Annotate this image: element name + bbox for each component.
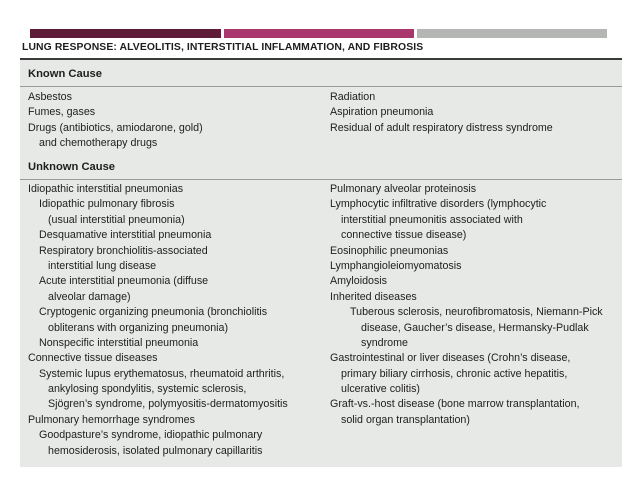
list-item: Pulmonary hemorrhage syndromes <box>28 413 195 426</box>
list-item: Acute interstitial pneumonia (diffuse <box>39 275 209 288</box>
list-item: disease, Gaucher’s disease, Hermansky-Pudlak <box>361 321 589 334</box>
list-item: Sjögren’s syndrome, polymyositis-dermatomyositis <box>48 398 288 411</box>
list-item: interstitial pneumonitis associated with <box>341 213 523 226</box>
list-item: Inherited diseases <box>330 290 417 303</box>
list-item: Fumes, gases <box>28 106 96 119</box>
header-bar-dark <box>30 29 221 38</box>
list-item: Eosinophilic pneumonias <box>330 244 449 257</box>
unknown-cause-heading: Unknown Cause <box>28 161 116 173</box>
list-item: Amyloidosis <box>330 275 388 288</box>
list-item: Residual of adult respiratory distress syndrome <box>330 121 553 134</box>
list-item: Desquamative interstitial pneumonia <box>39 229 212 242</box>
list-item: obliterans with organizing pneumonia) <box>48 321 229 334</box>
list-item: Idiopathic interstitial pneumonias <box>28 183 184 195</box>
unknown-cause-left-list <box>28 182 288 459</box>
list-item: interstitial lung disease <box>48 259 157 272</box>
list-item: Respiratory bronchiolitis-associated <box>39 244 208 257</box>
causes-table <box>20 58 622 467</box>
list-item: syndrome <box>361 336 408 349</box>
list-item: Idiopathic pulmonary fibrosis <box>39 198 175 211</box>
header-bar-magenta <box>224 29 414 38</box>
list-item: ulcerative colitis) <box>341 383 420 396</box>
list-item: Drugs (antibiotics, amiodarone, gold) <box>28 121 203 134</box>
list-item: Nonspecific interstitial pneumonia <box>39 336 199 349</box>
list-item: connective tissue disease) <box>341 229 467 242</box>
list-item: Aspiration pneumonia <box>330 106 434 119</box>
unknown-cause-divider <box>20 179 622 180</box>
known-cause-right-list <box>330 90 553 136</box>
list-item: ankylosing spondylitis, systemic sclerosis, <box>48 383 247 396</box>
list-item: and chemotherapy drugs <box>39 137 158 150</box>
table-title: LUNG RESPONSE: ALVEOLITIS, INTERSTITIAL INFLAMMATION, AND FIBROSIS <box>22 42 424 53</box>
list-item: alveolar damage) <box>48 290 131 303</box>
list-item: Radiation <box>330 91 376 103</box>
list-item: Goodpasture’s syndrome, idiopathic pulmonary <box>39 429 263 442</box>
list-item: Asbestos <box>28 91 72 103</box>
list-item: solid organ transplantation) <box>341 413 470 426</box>
list-item: Tuberous sclerosis, neurofibromatosis, Niemann-Pick <box>350 306 603 319</box>
list-item: hemosiderosis, isolated pulmonary capillaritis <box>48 444 263 457</box>
header-bar-gray <box>417 29 607 38</box>
list-item: Lymphangioleiomyomatosis <box>330 259 462 272</box>
list-item: Pulmonary alveolar proteinosis <box>330 183 477 195</box>
list-item: Graft-vs.-host disease (bone marrow transplantation, <box>330 398 580 411</box>
list-item: Connective tissue diseases <box>28 352 158 365</box>
known-cause-left-list <box>28 90 203 152</box>
list-item: Systemic lupus erythematosus, rheumatoid arthritis, <box>39 367 285 380</box>
known-cause-heading: Known Cause <box>28 68 102 80</box>
list-item: Gastrointestinal or liver diseases (Crohn’s disease, <box>330 352 571 365</box>
list-item: Lymphocytic infiltrative disorders (lymphocytic <box>330 198 547 211</box>
list-item: Cryptogenic organizing pneumonia (bronchiolitis <box>39 306 268 319</box>
known-cause-divider <box>20 86 622 87</box>
unknown-cause-right-list <box>330 182 603 428</box>
list-item: (usual interstitial pneumonia) <box>48 213 185 226</box>
list-item: primary biliary cirrhosis, chronic active hepatitis, <box>341 367 568 380</box>
